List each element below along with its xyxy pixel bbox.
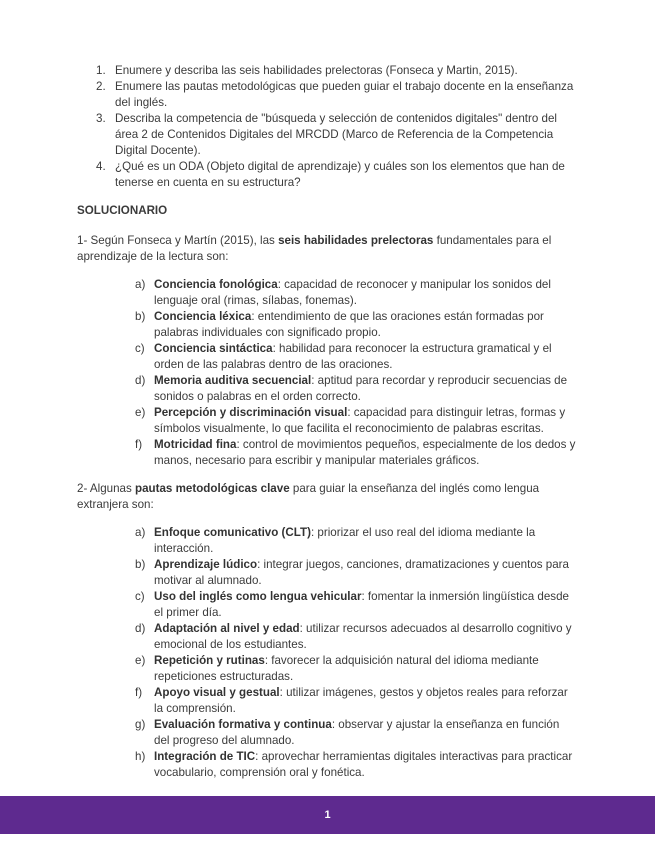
item-term: Evaluación formativa y continua <box>154 718 332 731</box>
answer2-intro-pre: 2- Algunas <box>77 482 136 495</box>
item-letter: d) <box>135 622 146 635</box>
item-term: Motricidad fina <box>154 438 237 451</box>
item-desc: : utilizar imágenes, gestos y objetos reales para reforzar la comprensión. <box>154 686 568 715</box>
list-item <box>77 437 577 469</box>
item-desc: : aptitud para recordar y reproducir secuencias de sonidos o palabras en el orden correcto. <box>154 374 568 403</box>
list-item <box>77 749 577 781</box>
list-item <box>77 341 577 373</box>
item-letter: f) <box>135 438 143 451</box>
item-term: Aprendizaje lúdico <box>154 558 258 571</box>
answer1-intro-pre: 1- Según Fonseca y Martín (2015), las <box>77 234 279 247</box>
page-footer <box>0 796 655 834</box>
item-letter: h) <box>135 750 146 763</box>
list-item <box>77 589 577 621</box>
item-term: Conciencia sintáctica <box>154 342 273 355</box>
question-item <box>77 79 577 111</box>
item-letter: a) <box>135 526 146 539</box>
question-list <box>77 63 577 191</box>
item-term: Uso del inglés como lengua vehicular <box>154 590 362 603</box>
item-term: Percepción y discriminación visual <box>154 406 348 419</box>
item-desc: : favorecer la adquisición natural del idioma mediante repeticiones estructuradas. <box>154 654 539 683</box>
answer1-list <box>77 277 577 469</box>
answer2-intro <box>77 481 577 513</box>
question-text: Describa la competencia de "búsqueda y selección de contenidos digitales" dentro del área 2 de Contenidos Digitales del MRCDD (Marco de Referencia de la Competencia Digital Docente). <box>115 112 557 157</box>
list-item <box>77 373 577 405</box>
item-term: Adaptación al nivel y edad <box>154 622 300 635</box>
item-desc: : integrar juegos, canciones, dramatizaciones y cuentos para motivar al alumnado. <box>154 558 569 587</box>
solucionario-heading: SOLUCIONARIO <box>77 204 168 217</box>
item-letter: c) <box>135 342 145 355</box>
answer2-intro-bold: pautas metodológicas clave <box>135 482 290 495</box>
item-letter: f) <box>135 686 143 699</box>
item-desc: : priorizar el uso real del idioma mediante la interacción. <box>154 526 536 555</box>
answer2-list <box>77 525 577 781</box>
item-letter: d) <box>135 374 146 387</box>
item-term: Enfoque comunicativo (CLT) <box>154 526 311 539</box>
item-letter: b) <box>135 310 146 323</box>
question-text: Enumere y describa las seis habilidades prelectoras (Fonseca y Martin, 2015). <box>115 64 518 77</box>
answer2-intro-post: para guiar la enseñanza del inglés como lengua extranjera son: <box>77 482 540 511</box>
item-letter: c) <box>135 590 145 603</box>
question-item <box>77 111 577 159</box>
list-item <box>77 685 577 717</box>
list-item <box>77 525 577 557</box>
answer1-intro <box>77 233 577 265</box>
item-desc: : capacidad de reconocer y manipular los sonidos del lenguaje oral (rimas, sílabas, fonemas). <box>154 278 551 307</box>
item-desc: : utilizar recursos adecuados al desarrollo cognitivo y emocional de los estudiantes. <box>154 622 572 651</box>
item-desc: : habilidad para reconocer la estructura gramatical y el orden de las palabras dentro de las oraciones. <box>154 342 552 371</box>
question-number: 3. <box>96 112 106 125</box>
item-letter: g) <box>135 718 146 731</box>
item-desc: : control de movimientos pequeños, especialmente de los dedos y manos, necesario para escribir y manipular materiales gráficos. <box>154 438 576 467</box>
list-item <box>77 653 577 685</box>
question-item <box>77 63 577 79</box>
item-term: Conciencia léxica <box>154 310 252 323</box>
list-item <box>77 277 577 309</box>
question-text: Enumere las pautas metodológicas que pueden guiar el trabajo docente en la enseñanza del inglés. <box>115 80 574 109</box>
item-letter: e) <box>135 406 146 419</box>
item-letter: a) <box>135 278 146 291</box>
document-body <box>77 63 577 793</box>
item-desc: : observar y ajustar la enseñanza en función del progreso del alumnado. <box>154 718 560 747</box>
item-desc: : aprovechar herramientas digitales interactivas para practicar vocabulario, comprensión oral y fonética. <box>154 750 573 779</box>
item-term: Memoria auditiva secuencial <box>154 374 312 387</box>
item-desc: : fomentar la inmersión lingüística desde el primer día. <box>154 590 569 619</box>
item-letter: e) <box>135 654 146 667</box>
item-term: Integración de TIC <box>154 750 256 763</box>
list-item <box>77 557 577 589</box>
question-text: ¿Qué es un ODA (Objeto digital de aprendizaje) y cuáles son los elementos que han de tenerse en cuenta en su estructura? <box>115 160 565 189</box>
answer1-intro-post: fundamentales para el aprendizaje de la lectura son: <box>77 234 552 263</box>
item-letter: b) <box>135 558 146 571</box>
list-item <box>77 717 577 749</box>
item-term: Repetición y rutinas <box>154 654 265 667</box>
item-term: Apoyo visual y gestual <box>154 686 280 699</box>
list-item <box>77 405 577 437</box>
question-number: 2. <box>96 80 106 93</box>
question-number: 1. <box>96 64 106 77</box>
answer1-intro-bold: seis habilidades prelectoras <box>278 234 434 247</box>
item-desc: : capacidad para distinguir letras, formas y símbolos visualmente, lo que facilita el reconocimiento de palabras escritas. <box>154 406 566 435</box>
list-item <box>77 621 577 653</box>
list-item <box>77 309 577 341</box>
question-number: 4. <box>96 160 106 173</box>
question-item <box>77 159 577 191</box>
page-number: 1 <box>324 809 331 821</box>
item-term: Conciencia fonológica <box>154 278 278 291</box>
item-desc: : entendimiento de que las oraciones están formadas por palabras individuales con significado propio. <box>154 310 544 339</box>
